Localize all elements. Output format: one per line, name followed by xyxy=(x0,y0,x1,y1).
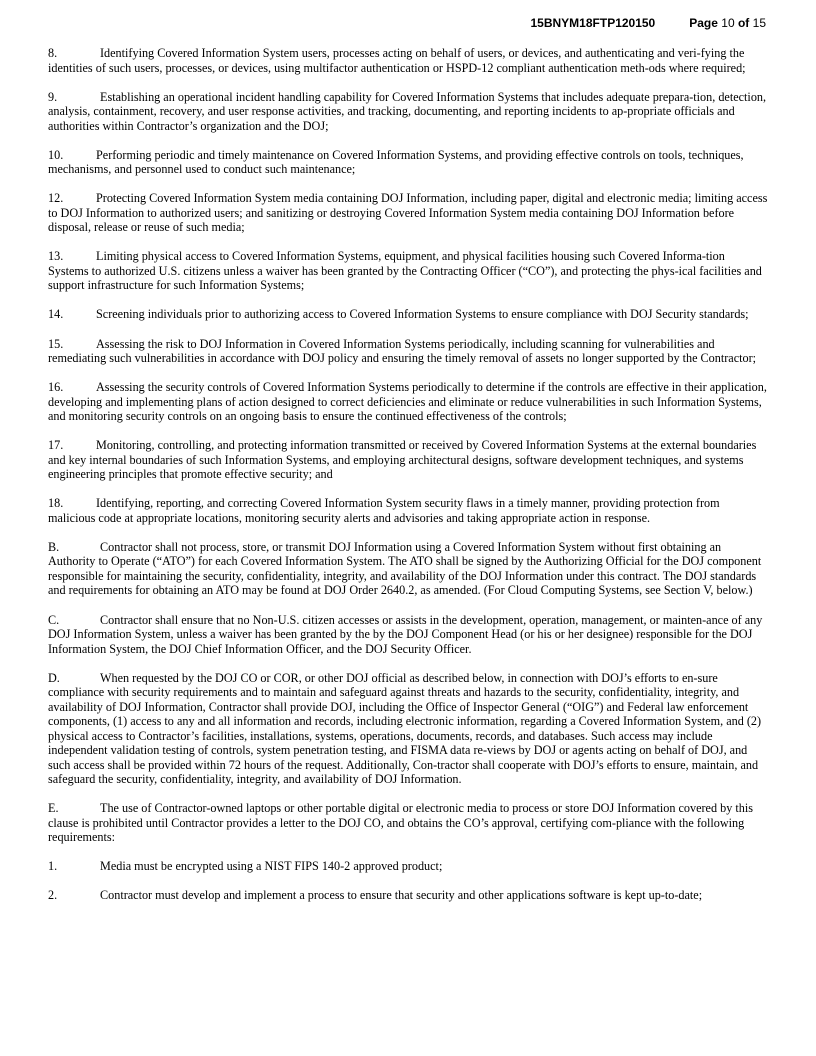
paragraph-number: B. xyxy=(48,539,60,554)
paragraph-text: Contractor must develop and implement a process to ensure that security and other applications software is kept up-to-date; xyxy=(100,888,703,903)
paragraph-text: When requested by the DOJ CO or COR, or other DOJ official as described below, in connection with DOJ’s efforts to en-sure compliance with security requirements and to maintain and safeguard against threats and hazards to the security, confidentiality, integrity, and availability of DOJ Information, Contractor shall provide DOJ, including the Office of Inspector General (“OIG”) and Federal law enforcement components, (1) access to any and all information and records, including electronic information, regarding a Covered Information System, and (2) physical access to Contractor’s facilities, installations, systems, operations, documents, records, and databases. Such access may include independent validation testing of controls, system penetration testing, and FISMA data re-views by DOJ or agents acting on behalf of DOJ, and such access shall be provided within 72 hours of the request. Additionally, Con-tractor shall cooperate with DOJ’s efforts to ensure, maintain, and safeguard the security, confidentiality, integrity, and availability of DOJ Information. xyxy=(48,670,762,787)
paragraph-number: E. xyxy=(48,801,59,816)
paragraph-text: Performing periodic and timely maintenance on Covered Information Systems, and providing effective controls on tools, techniques, mechanisms, and personnel used to conduct such maintenance; xyxy=(48,147,744,177)
paragraph xyxy=(48,888,768,903)
paragraph-text: Protecting Covered Information System media containing DOJ Information, including paper, digital and electronic media; limiting access to DOJ Information to authorized users; and sanitizing or destroying Covered Information System media containing DOJ Information before disposal, release or reuse of such media; xyxy=(48,191,768,235)
paragraph-number: 2. xyxy=(48,888,58,903)
page-header xyxy=(531,16,767,30)
paragraph-number: 12. xyxy=(48,191,64,206)
paragraph-number: 13. xyxy=(48,249,64,264)
paragraph-text: Limiting physical access to Covered Information Systems, equipment, and physical facilities housing such Covered Informa-tion Systems to authorized U.S. citizens unless a waiver has been granted by the Contracting Officer (“CO”), and protecting the phys-ical facilities and support infrastructure for such Information Systems; xyxy=(48,249,762,293)
document-body xyxy=(48,46,768,918)
paragraph-number: 16. xyxy=(48,380,64,395)
paragraph xyxy=(48,249,768,293)
paragraph-text: Media must be encrypted using a NIST FIPS 140-2 approved product; xyxy=(100,859,443,874)
paragraph xyxy=(48,307,768,322)
paragraph-text: The use of Contractor-owned laptops or other portable digital or electronic media to process or store DOJ Information covered by this clause is prohibited until Contractor provides a letter to the DOJ CO, and obtains the CO’s approval, certifying com-pliance with the following requirements: xyxy=(48,801,753,845)
paragraph-number: 17. xyxy=(48,438,64,453)
paragraph xyxy=(48,191,768,235)
paragraph-text: Identifying Covered Information System users, processes acting on behalf of users, or devices, and authenticating and veri-fying the identities of such users, processes, or devices, using multifactor authentication or HSPD-12 compliant authentication meth-ods where required; xyxy=(48,46,746,75)
paragraph-text: Assessing the security controls of Covered Information Systems periodically to determine if the controls are effective in their application, developing and implementing plans of action designed to correct deficiencies and eliminate or reduce vulnerabilities in such Information Systems, and monitoring security controls on an ongoing basis to ensure the continued effectiveness of the controls; xyxy=(48,380,767,424)
paragraph-number: 15. xyxy=(48,336,64,351)
paragraph xyxy=(48,801,768,845)
paragraph-number: 14. xyxy=(48,307,64,322)
paragraph-text: Assessing the risk to DOJ Information in Covered Information Systems periodically, including scanning for vulnerabilities and remediating such vulnerabilities in accordance with DOJ policy and ensuring the timely removal of assets no longer supported by the Contractor; xyxy=(48,336,757,366)
paragraph-text: Screening individuals prior to authorizing access to Covered Information Systems to ensure compliance with DOJ Security standards; xyxy=(96,307,749,322)
paragraph xyxy=(48,148,768,177)
paragraph-number: 18. xyxy=(48,496,64,511)
paragraph-number: 1. xyxy=(48,859,58,874)
page-current: 10 xyxy=(721,16,735,30)
paragraph xyxy=(48,613,768,657)
paragraph xyxy=(48,46,768,75)
paragraph-text: Monitoring, controlling, and protecting information transmitted or received by Covered Information Systems at the external boundaries and key internal boundaries of such Information Systems, and employing architectural designs, software development techniques, and systems engineering principles that promote effective security; and xyxy=(48,438,757,482)
paragraph-number: 8. xyxy=(48,46,58,60)
paragraph-number: C. xyxy=(48,612,60,627)
paragraph xyxy=(48,90,768,134)
paragraph-number: D. xyxy=(48,670,60,685)
paragraph xyxy=(48,540,768,598)
page-label: Page xyxy=(689,16,718,30)
paragraph xyxy=(48,337,768,366)
of-label: of xyxy=(737,16,750,30)
paragraph xyxy=(48,380,768,424)
paragraph xyxy=(48,859,768,874)
paragraph xyxy=(48,671,768,787)
page-total: 15 xyxy=(752,16,766,30)
page-indicator xyxy=(689,16,766,30)
paragraph-text: Contractor shall not process, store, or transmit DOJ Information using a Covered Information System without first obtaining an Authority to Operate (“ATO”) for each Covered Information System. The ATO shall be signed by the Authorizing Official for the DOJ component responsible for maintaining the security, confidentiality, integrity, and availability of the DOJ Information under this contract. The DOJ standards and requirements for obtaining an ATO may be found at DOJ Order 2640.2, as amended. (For Cloud Computing Systems, see Section V, below.) xyxy=(48,539,762,598)
paragraph-text: Contractor shall ensure that no Non-U.S. citizen accesses or assists in the development, operation, management, or mainten-ance of any DOJ Information System, unless a waiver has been granted by the by the DOJ Component Head (or his or her designee) responsible for the DOJ Information System, the DOJ Chief Information Officer, and the DOJ Security Officer. xyxy=(48,612,763,656)
paragraph-number: 10. xyxy=(48,147,64,162)
paragraph-text: Establishing an operational incident handling capability for Covered Information Systems that includes adequate prepara-tion, detection, analysis, containment, recovery, and user response activities, and tracking, documenting, and reporting incidents to ap-propriate officials and authorities within Contractor’s organization and the DOJ; xyxy=(48,89,767,133)
paragraph xyxy=(48,438,768,482)
paragraph-number: 9. xyxy=(48,89,58,104)
document-id: 15BNYM18FTP120150 xyxy=(530,16,656,30)
paragraph-text: Identifying, reporting, and correcting Covered Information System security flaws in a timely manner, providing protection from malicious code at appropriate locations, monitoring security alerts and advisories and taking appropriate action in response. xyxy=(48,496,720,525)
paragraph xyxy=(48,496,768,525)
